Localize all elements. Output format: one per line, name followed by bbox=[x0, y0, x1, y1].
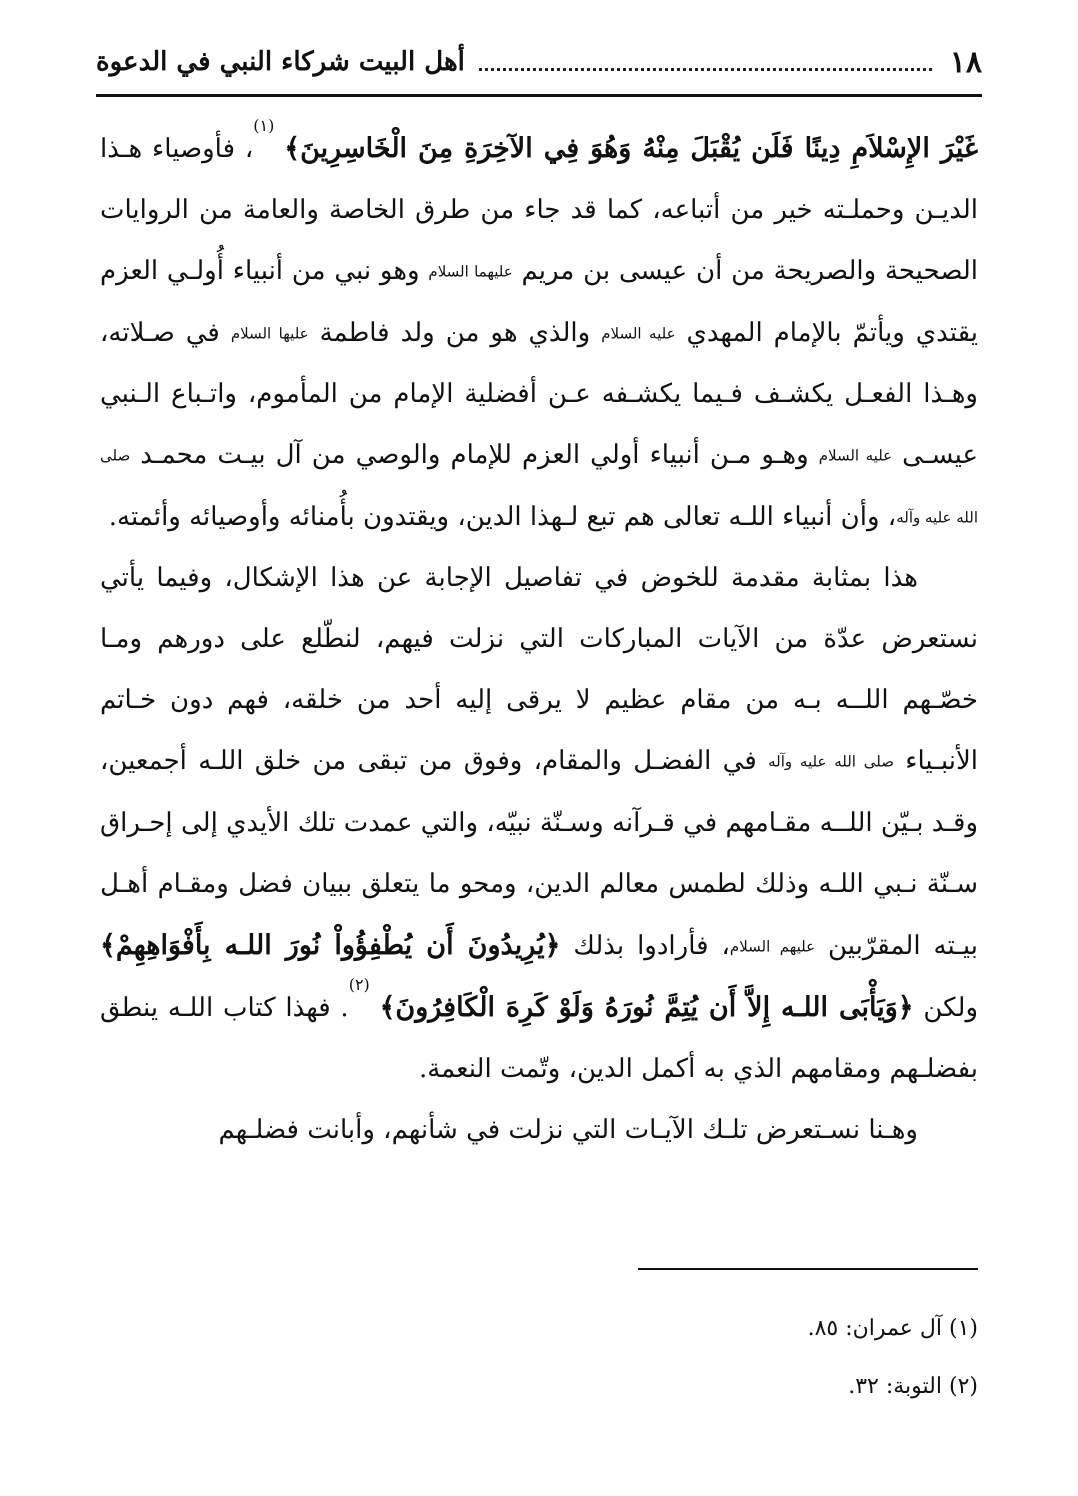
honorific-glyph: عليهم السلام bbox=[729, 937, 816, 955]
running-title: أهل البيت شركاء النبي في الدعوة bbox=[96, 47, 465, 77]
page-number: ١٨ bbox=[949, 44, 982, 80]
paragraph-text: وهـو مـن أنبياء أولي العزم للإمام والوصي من آل بيـت محمـد bbox=[140, 440, 809, 470]
honorific-glyph: صلى الله عليه وآله bbox=[768, 752, 894, 771]
paragraph-1 bbox=[100, 118, 978, 548]
paragraph-text: وهـنا نسـتعرض تلـك الآيـات التي نزلت في شأنهم، وأبانت فضلـهم bbox=[218, 1115, 918, 1145]
footnotes bbox=[100, 1300, 978, 1416]
paragraph-2 bbox=[100, 548, 978, 1100]
paragraph-text: وهو نبي من أنبياء أُولـي العزم يقتدي ويأتمّ بالإمام المهدي bbox=[100, 256, 979, 348]
paragraph-text: والذي هو من ولد فاطمة bbox=[319, 317, 591, 348]
quran-verse: ﴿يُرِيدُونَ أَن يُطْفِؤُواْ نُورَ اللـه بِأَفْوَاهِهِمْ﴾ bbox=[100, 929, 561, 961]
paragraph-text: ، وأن أنبياء اللـه تعالى هم تبع لـهذا الدين، ويقتدون بأُمنائه وأوصيائه وأئمته. bbox=[108, 501, 897, 532]
paragraph-text: ، فأوصياء هـذا الديـن وحملـته خير من أتباعه، كما قد جاء من طرق الخاصة والعامة من الروايات الصحيحة والصريحة من أن عيسى بن مريم bbox=[100, 134, 979, 286]
paragraph-text: ولكن bbox=[923, 993, 979, 1023]
header-dotted-leader bbox=[479, 68, 932, 71]
page-header bbox=[96, 38, 982, 86]
honorific-glyph: عليه السلام bbox=[601, 324, 676, 342]
footnote-rule bbox=[638, 1268, 978, 1270]
footnote-1: (١) آل عمران: ٨٥. bbox=[807, 1316, 978, 1341]
paragraph-text: في صـلاته، وهـذا الفعـل يكشـف فـيما يكشـفه عـن أفضلية الإمام من المأموم، واتـباع الـنبي عيسـى bbox=[100, 317, 979, 470]
honorific-glyph: عليها السلام bbox=[230, 324, 309, 342]
paragraph-text: هذا بمثابة مقدمة للخوض في تفاصيل الإجابة عن هذا الإشكال، وفيما يأتي نستعرض عدّة من الآيات المباركات التي نزلت فيهم، لنطّلع على دورهم ومـا خصّـهم اللــه بـه من مقام عظيم لا يرقى إليه أحد من خلقه، فهم دون خـاتم الأنبـياء bbox=[100, 563, 979, 776]
footnote-2: (٢) التوبة: ٣٢. bbox=[848, 1374, 978, 1399]
footnote-ref[interactable]: (٢) bbox=[348, 975, 370, 994]
paragraph-text: ، فأرادوا بذلك bbox=[573, 930, 730, 961]
footnote-ref[interactable]: (١) bbox=[253, 116, 275, 135]
body-text bbox=[100, 118, 978, 1161]
honorific-glyph: عليهما السلام bbox=[428, 262, 513, 281]
quran-verse: غَيْرَ الإِسْلاَمِ دِينًا فَلَن يُقْبَلَ مِنْهُ وَهُوَ فِي الآخِرَةِ مِنَ الْخَاسِرِينَ﴾ bbox=[284, 133, 978, 164]
honorific-glyph: صلى الله عليه وآله bbox=[100, 446, 978, 526]
paragraph-text: . فهذا كتاب اللـه ينطق بفضلـهم ومقامهم الذي به أكمل الدين، وتّمت النعمة. bbox=[100, 993, 978, 1084]
header-rule bbox=[96, 94, 982, 97]
paragraph-3 bbox=[100, 1100, 978, 1161]
honorific-glyph: عليه السلام bbox=[818, 446, 893, 465]
quran-verse: ﴿وَيَأْبَى اللـه إِلاَّ أَن يُتِمَّ نُورَهُ وَلَوْ كَرِهَ الْكَافِرُونَ﴾ bbox=[379, 992, 914, 1023]
paragraph-text: في الفضـل والمقام، وفوق من تبقى من خلق اللـه أجمعين، وقـد بـيّن اللــه مقـامهم في قـرآنه وسـنّة نبيّه، والتي عمدت تلك الأيدي إلى إحـراق سـنّة نـبي اللـه وذلك لطمس معالم الدين، ومحو ما يتعلق ببيان فضل ومقـام أهـل بيـته المقرّبين bbox=[100, 746, 978, 961]
